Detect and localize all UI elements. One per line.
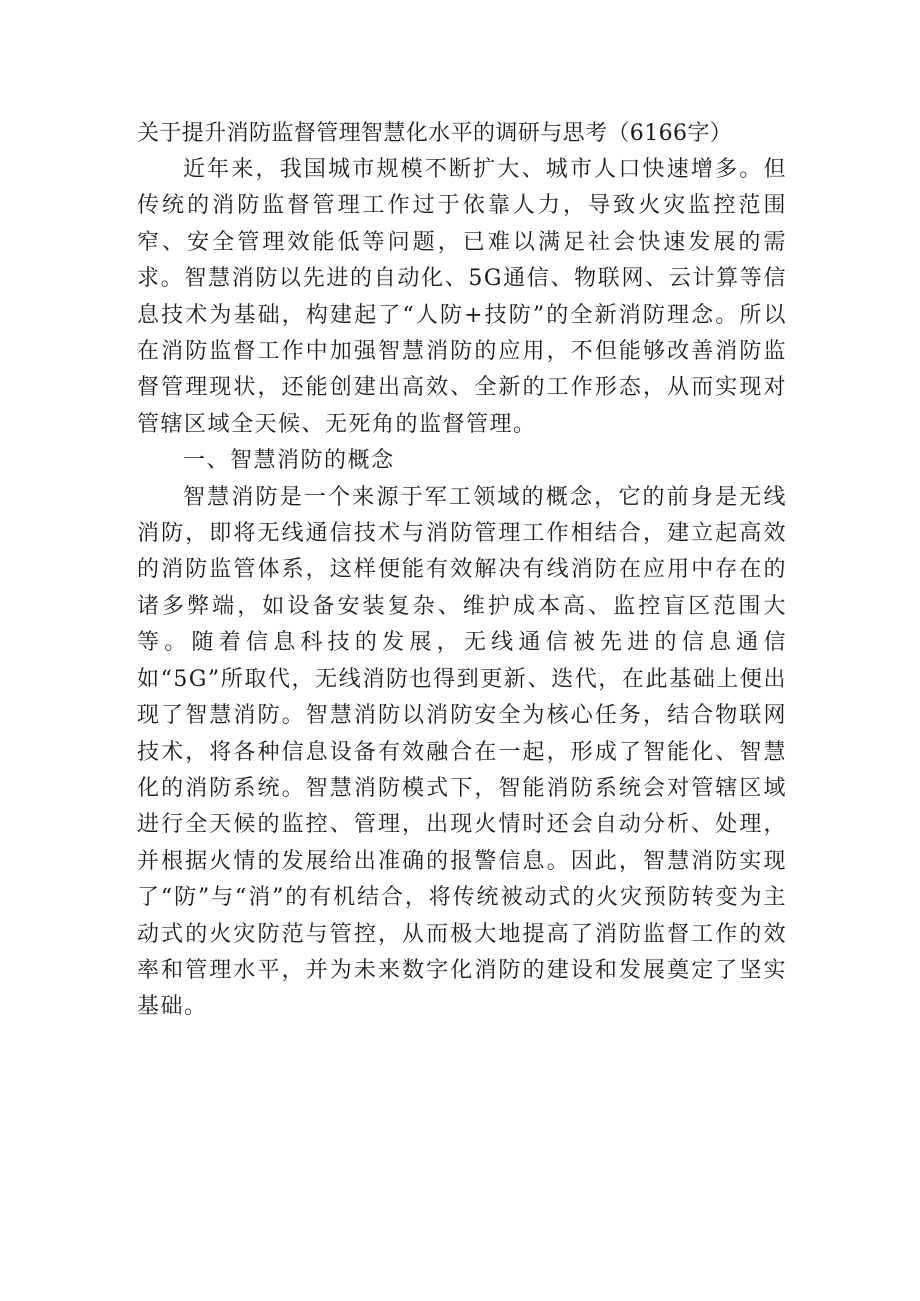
section-paragraph-concept: 智慧消防是一个来源于军工领域的概念，它的前身是无线消防，即将无线通信技术与消防管理工作相结合，建立起高效的消防监管体系，这样便能有效解决有线消防在应用中存在的诸多弊端，如设备安装复杂、维护成本高、监控盲区范围大等。随着信息科技的发展，无线通信被先进的信息通信如“5G”所取代，无线消防也得到更新、迭代，在此基础上便出现了智慧消防。智慧消防以消防安全为核心任务，结合物联网技术，将各种信息设备有效融合在一起，形成了智能化、智慧化的消防系统。智慧消防模式下，智能消防系统会对管辖区域进行全天候的监控、管理，出现火情时还会自动分析、处理，并根据火情的发展给出准确的报警信息。因此，智慧消防实现了“防”与“消”的有机结合，将传统被动式的火灾预防转变为主动式的火灾防范与管控，从而极大地提高了消防监督工作的效率和管理水平，并为未来数字化消防的建设和发展奠定了坚实基础。 — [137, 484, 787, 1020]
section-heading-concept: 一、智慧消防的概念 — [183, 448, 395, 474]
document-body — [137, 116, 787, 1026]
document-title: 关于提升消防监督管理智慧化水平的调研与思考（6166字） — [137, 121, 733, 146]
intro-paragraph: 近年来，我国城市规模不断扩大、城市人口快速增多。但传统的消防监督管理工作过于依靠人力，导致火灾监控范围窄、安全管理效能低等问题，已难以满足社会快速发展的需求。智慧消防以先进的自动化、5G通信、物联网、云计算等信息技术为基础，构建起了“人防+技防”的全新消防理念。所以在消防监督工作中加强智慧消防的应用，不但能够改善消防监督管理现状，还能创建出高效、全新的工作形态，从而实现对管辖区域全天候、无死角的监督管理。 — [137, 157, 787, 437]
